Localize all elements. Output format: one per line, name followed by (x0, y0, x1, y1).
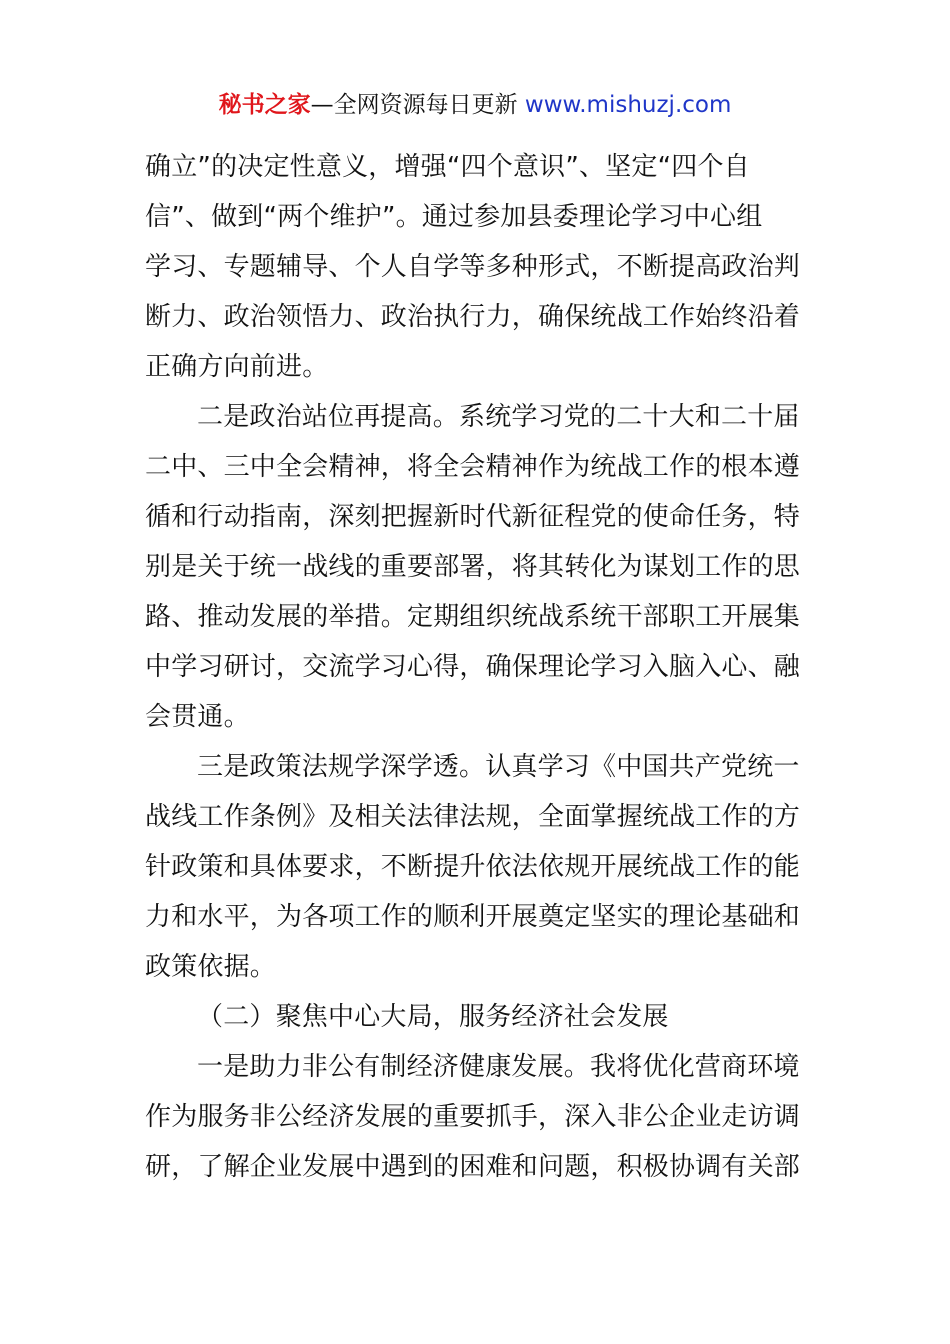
paragraph-start-line: 一是助力非公有制经济健康发展。我将优化营商环境 (197, 1052, 800, 1082)
brand-name: 秘书之家 (218, 92, 311, 118)
text-line: 别是关于统一战线的重要部署，将其转化为谋划工作的思 (145, 552, 801, 582)
header-separator: — (310, 92, 334, 118)
header-tagline: 全网资源每日更新 (333, 92, 518, 118)
text-line: 确立”的决定性意义，增强“四个意识”、坚定“四个自 (145, 152, 750, 182)
text-line: 学习、专题辅导、个人自学等多种形式，不断提高政治判 (145, 252, 801, 282)
header-url-link[interactable]: www.mishuzj.com (524, 92, 732, 118)
document-body (145, 142, 807, 1192)
paragraph-start-line: 三是政策法规学深学透。认真学习《中国共产党统一 (197, 752, 800, 782)
paragraph-start-line: 二是政治站位再提高。系统学习党的二十大和二十届 (197, 402, 800, 432)
text-line: 正确方向前进。 (145, 352, 329, 382)
section-heading: （二）聚焦中心大局，服务经济社会发展 (197, 1002, 669, 1032)
page-header (0, 88, 950, 122)
text-line: 循和行动指南，深刻把握新时代新征程党的使命任务，特 (145, 502, 801, 532)
text-line: 研，了解企业发展中遇到的困难和问题，积极协调有关部 (145, 1152, 801, 1182)
text-line: 信”、做到“两个维护”。通过参加县委理论学习中心组 (145, 202, 763, 232)
text-line: 战线工作条例》及相关法律法规，全面掌握统战工作的方 (145, 802, 801, 832)
text-line: 针政策和具体要求，不断提升依法依规开展统战工作的能 (145, 852, 801, 882)
text-line: 会贯通。 (145, 702, 250, 732)
text-line: 力和水平，为各项工作的顺利开展奠定坚实的理论基础和 (145, 902, 801, 932)
text-line: 作为服务非公经济发展的重要抓手，深入非公企业走访调 (145, 1102, 801, 1132)
text-line: 路、推动发展的举措。定期组织统战系统干部职工开展集 (145, 602, 801, 632)
text-line: 断力、政治领悟力、政治执行力，确保统战工作始终沿着 (145, 302, 801, 332)
text-line: 中学习研讨，交流学习心得，确保理论学习入脑入心、融 (145, 652, 801, 682)
text-line: 政策依据。 (145, 952, 277, 982)
text-line: 二中、三中全会精神，将全会精神作为统战工作的根本遵 (145, 452, 801, 482)
